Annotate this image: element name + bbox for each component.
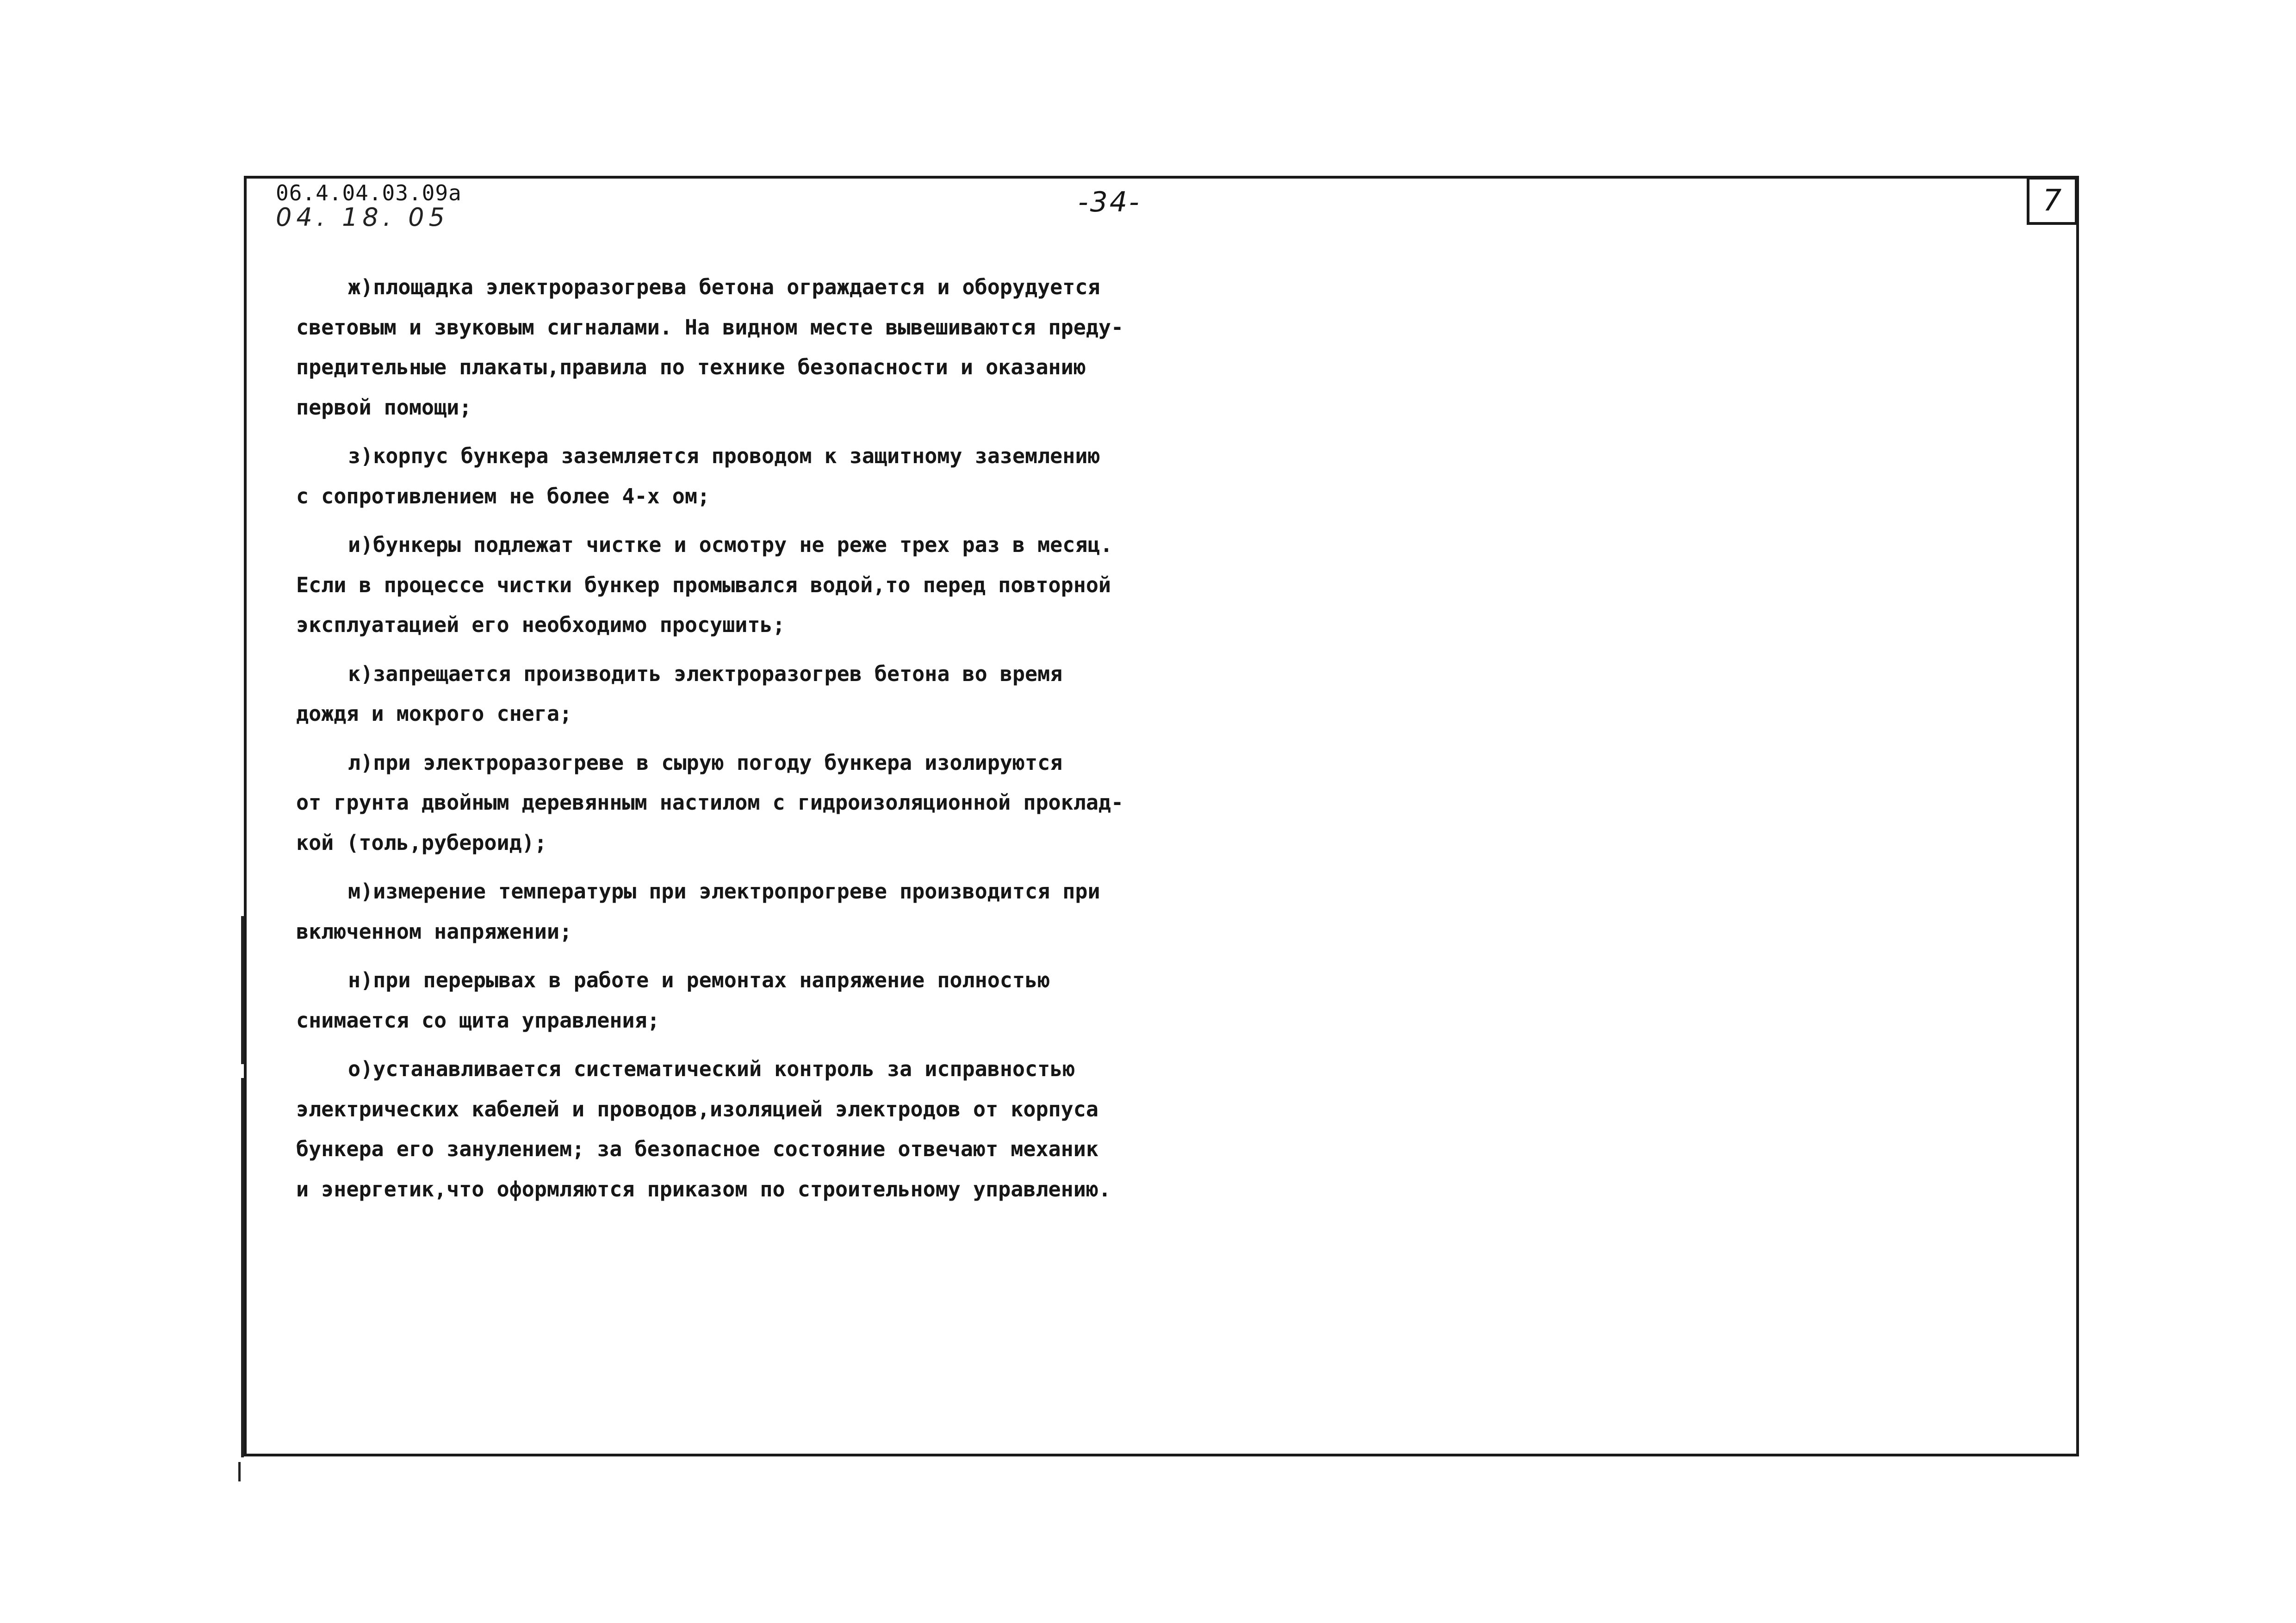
- margin-mark-bottom: [238, 1462, 241, 1481]
- list-item: [296, 960, 1166, 1041]
- sheet-number-box: [2027, 177, 2078, 225]
- list-item: [296, 1049, 1166, 1209]
- text-line: м)измерение температуры при электропрогреве производится при: [348, 879, 1100, 904]
- list-item: [296, 436, 1166, 516]
- document-body: [296, 267, 1166, 1218]
- text-line: с сопротивлением не более 4-х ом;: [296, 483, 710, 508]
- text-line: электрических кабелей и проводов,изоляцией электродов от корпуса: [296, 1096, 1098, 1121]
- text-line: снимается со щита управления;: [296, 1008, 660, 1033]
- sheet-number: 7: [2042, 184, 2062, 218]
- page-number: -34-: [1078, 186, 1141, 218]
- list-item: [296, 654, 1166, 734]
- text-line: о)устанавливается систематический контроль за исправностью: [348, 1057, 1075, 1081]
- text-line: включенном напряжении;: [296, 919, 572, 944]
- text-line: кой (толь,рубероид);: [296, 830, 547, 855]
- text-line: з)корпус бункера заземляется проводом к защитному заземлению: [348, 444, 1100, 468]
- list-item: [296, 525, 1166, 645]
- text-line: предительные плакаты,правила по технике безопасности и оказанию: [296, 355, 1086, 379]
- text-line: Если в процессе чистки бункер промывался водой,то перед повторной: [296, 572, 1111, 597]
- text-line: первой помощи;: [296, 395, 472, 420]
- document-code: 06.4.04.03.09а: [276, 180, 462, 205]
- list-item: [296, 743, 1166, 863]
- text-line: и энергетик,что оформляются приказом по строительному управлению.: [296, 1177, 1111, 1202]
- text-line: н)при перерывах в работе и ремонтах напряжение полностью: [348, 968, 1050, 992]
- text-line: эксплуатацией его необходимо просушить;: [296, 613, 785, 637]
- text-line: от грунта двойным деревянным настилом с гидроизоляционной проклад-: [296, 790, 1124, 815]
- text-line: л)при электроразогреве в сырую погоду бункера изолируются: [348, 750, 1063, 775]
- text-line: к)запрещается производить электроразогрев бетона во время: [348, 661, 1063, 686]
- document-date: 04. 18. 05: [276, 203, 449, 232]
- text-line: ж)площадка электроразогрева бетона ограждается и оборудуется: [348, 275, 1100, 299]
- margin-mark-upper: [241, 916, 244, 1064]
- list-item: [296, 267, 1166, 427]
- text-line: и)бункеры подлежат чистке и осмотру не реже трех раз в месяц.: [348, 533, 1113, 557]
- text-line: дождя и мокрого снега;: [296, 701, 572, 726]
- text-line: световым и звуковым сигналами. На видном месте вывешиваются преду-: [296, 315, 1124, 340]
- text-line: бункера его занулением; за безопасное состояние отвечают механик: [296, 1137, 1098, 1161]
- list-item: [296, 872, 1166, 952]
- margin-mark-lower: [241, 1078, 244, 1457]
